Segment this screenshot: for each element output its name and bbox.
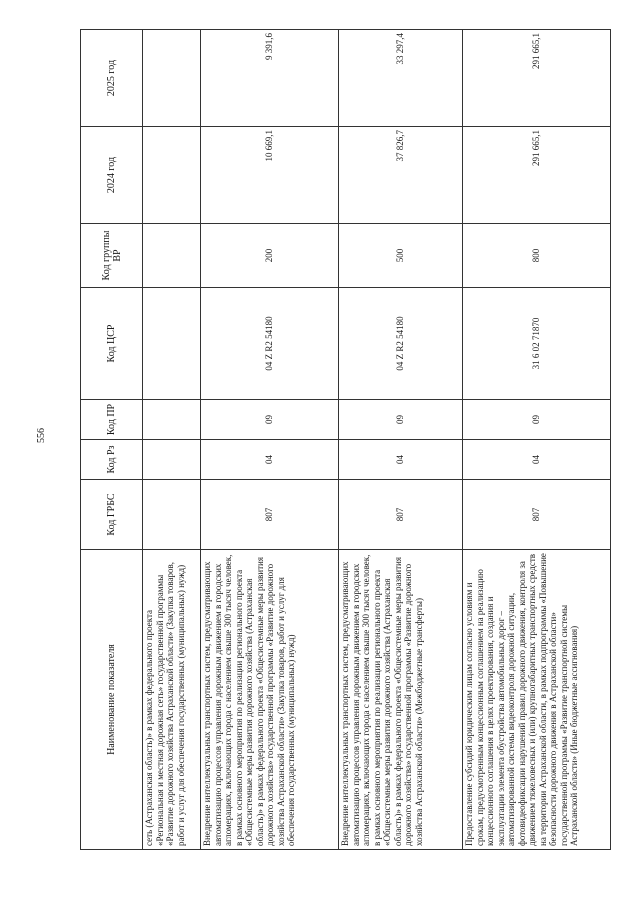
cell-pr: 09 xyxy=(339,400,463,440)
cell-2024: 37 826,7 xyxy=(339,127,463,224)
rotated-table-wrapper xyxy=(80,30,610,850)
cell-name: сеть (Астраханская область)» в рамках федерального проекта «Региональная и местная дорожная сеть» государственной программы «Развитие дорожного хозяйства Астраханской области» (Закупка товаров, работ и услуг для обеспечения государственных (муниципальных) нужд) xyxy=(143,550,201,850)
cell-grbs: 807 xyxy=(463,480,611,550)
cell-vr: 500 xyxy=(339,224,463,288)
cell-name: Предоставление субсидий юридическим лицам согласно условиям и срокам, предусмотренным концессионным соглашением на реализацию концессионного соглашения в целях проектирования, создания и эксплуатации элемента обустройства автомобильных дорог – автоматизированной системы видеоконтроля дорожной ситуации, фотовидеофиксации нарушений правил дорожного движения, контроля за движением тяжеловесных и (или) крупногабаритных транспортных средств на территории Астраханской области, в рамках подпрограммы «Повышение безопасности дорожного движения в Астраханской области» государственной программы «Развитие транспортной системы Астраханской области» (Иные бюджетные ассигнования) xyxy=(463,550,611,850)
cell-name: Внедрение интеллектуальных транспортных систем, предусматривающих автоматизацию процессов управления дорожным движением в городских агломерациях, включающих города с населением свыше 300 тысяч человек, в рамках основного мероприятия по реализации регионального проекта «Общесистемные меры развития дорожного хозяйства (Астраханская область)» в рамках федерального проекта «Общесистемные меры развития дорожного хозяйства» государственной программы «Развитие дорожного хозяйства Астраханской области» (Закупка товаров, работ и услуг для обеспечения государственных (муниципальных) нужд) xyxy=(201,550,339,850)
header-pr: Код ПР xyxy=(81,400,143,440)
cell-rz: 04 xyxy=(463,440,611,480)
cell-2025 xyxy=(143,30,201,127)
cell-rz xyxy=(143,440,201,480)
cell-csr: 04 Z R2 54180 xyxy=(339,288,463,400)
cell-2024 xyxy=(143,127,201,224)
cell-csr xyxy=(143,288,201,400)
cell-vr xyxy=(143,224,201,288)
page-number: 556 xyxy=(36,428,47,443)
cell-csr: 04 Z R2 54180 xyxy=(201,288,339,400)
header-csr: Код ЦСР xyxy=(81,288,143,400)
cell-csr: 31 6 02 71870 xyxy=(463,288,611,400)
header-rz: Код Рз xyxy=(81,440,143,480)
cell-vr: 200 xyxy=(201,224,339,288)
cell-pr: 09 xyxy=(463,400,611,440)
table-row xyxy=(201,30,339,850)
cell-2025: 9 391,6 xyxy=(201,30,339,127)
cell-grbs xyxy=(143,480,201,550)
cell-rz: 04 xyxy=(339,440,463,480)
cell-pr: 09 xyxy=(201,400,339,440)
header-2025: 2025 год xyxy=(81,30,143,127)
cell-grbs: 807 xyxy=(201,480,339,550)
cell-2024: 291 665,1 xyxy=(463,127,611,224)
budget-table xyxy=(80,29,611,850)
cell-2024: 10 669,1 xyxy=(201,127,339,224)
header-2024: 2024 год xyxy=(81,127,143,224)
header-vr: Код группы ВР xyxy=(81,224,143,288)
table-row xyxy=(463,30,611,850)
header-grbs: Код ГРБС xyxy=(81,480,143,550)
table-row xyxy=(143,30,201,850)
cell-2025: 33 297,4 xyxy=(339,30,463,127)
cell-2025: 291 665,1 xyxy=(463,30,611,127)
cell-name: Внедрение интеллектуальных транспортных систем, предусматривающих автоматизацию процессов управления дорожным движением в городских агломерациях, включающих города с населением свыше 300 тысяч человек, в рамках основного мероприятия по реализации регионального проекта «Общесистемные меры развития дорожного хозяйства (Астраханская область)» в рамках федерального проекта «Общесистемные меры развития дорожного хозяйства» государственной программы «Развитие дорожного хозяйства Астраханской области» (Межбюджетные трансферты) xyxy=(339,550,463,850)
table-header-row xyxy=(81,30,143,850)
header-name: Наименование показателя xyxy=(81,550,143,850)
table-row xyxy=(339,30,463,850)
cell-pr xyxy=(143,400,201,440)
cell-vr: 800 xyxy=(463,224,611,288)
cell-rz: 04 xyxy=(201,440,339,480)
cell-grbs: 807 xyxy=(339,480,463,550)
